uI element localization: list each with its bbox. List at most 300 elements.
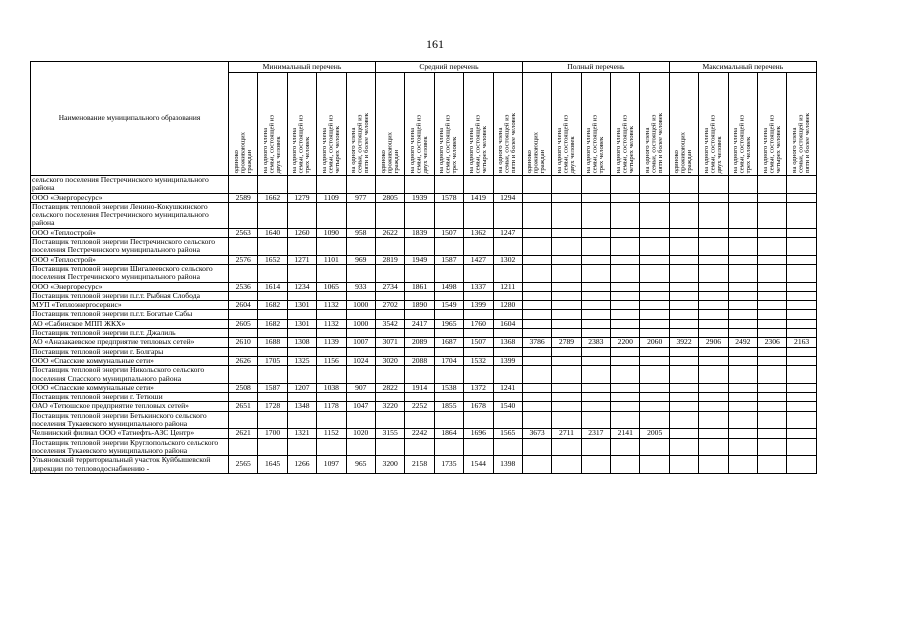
value-cell (669, 301, 698, 310)
value-cell (699, 238, 728, 256)
value-cell (758, 402, 787, 411)
value-cell: 2242 (405, 429, 434, 438)
value-cell (611, 310, 640, 319)
value-cell: 1047 (346, 402, 375, 411)
value-cell (728, 291, 757, 300)
value-cell: 2508 (229, 383, 258, 392)
value-cell (699, 176, 728, 194)
value-cell (728, 411, 757, 429)
table-row (31, 402, 817, 411)
supplier-name: ООО «Спасские коммунальные сети» (31, 383, 229, 392)
value-cell (493, 176, 522, 194)
value-cell (464, 310, 493, 319)
supplier-heading: Поставщик тепловой энергии Ленино-Кокушкинского сельского поселения Пестречинского муниципального района (31, 202, 229, 228)
value-cell: 3922 (669, 338, 698, 347)
value-cell (493, 310, 522, 319)
value-cell (317, 176, 346, 194)
value-cell (258, 438, 287, 456)
section-row (31, 202, 817, 228)
value-cell (405, 202, 434, 228)
value-cell (787, 301, 816, 310)
value-cell (464, 366, 493, 384)
value-cell (552, 228, 581, 237)
value-cell (728, 202, 757, 228)
value-cell: 1682 (258, 319, 287, 328)
value-cell (728, 393, 757, 402)
value-cell (346, 438, 375, 456)
value-cell (787, 264, 816, 282)
value-cell (258, 411, 287, 429)
value-cell (493, 438, 522, 456)
value-cell (317, 411, 346, 429)
value-cell: 1540 (493, 402, 522, 411)
value-cell (758, 383, 787, 392)
value-cell (699, 356, 728, 365)
value-cell: 2306 (758, 338, 787, 347)
value-cell: 2621 (229, 429, 258, 438)
value-cell (405, 310, 434, 319)
value-cell: 3542 (375, 319, 404, 328)
value-cell (787, 319, 816, 328)
supplier-name: ООО «Спасские коммунальные сети» (31, 356, 229, 365)
value-cell (229, 176, 258, 194)
value-cell (375, 438, 404, 456)
value-cell (699, 255, 728, 264)
value-cell: 1760 (464, 319, 493, 328)
value-cell (611, 228, 640, 237)
value-cell (640, 366, 669, 384)
sub-column-header (375, 73, 404, 176)
sub-column-header (669, 73, 698, 176)
value-cell (758, 238, 787, 256)
value-cell (640, 347, 669, 356)
value-cell: 933 (346, 282, 375, 291)
supplier-heading: сельского поселения Пестречинского муниципального района (31, 176, 229, 194)
value-cell (728, 456, 757, 474)
value-cell (522, 438, 551, 456)
value-cell (728, 255, 757, 264)
value-cell (787, 383, 816, 392)
value-cell (522, 411, 551, 429)
value-cell: 1139 (317, 338, 346, 347)
value-cell (552, 202, 581, 228)
value-cell: 3020 (375, 356, 404, 365)
value-cell: 2576 (229, 255, 258, 264)
value-cell: 1578 (434, 193, 463, 202)
value-cell (375, 176, 404, 194)
value-cell (522, 176, 551, 194)
supplier-heading: Поставщик тепловой энергии г. Тетюши (31, 393, 229, 402)
value-cell (522, 255, 551, 264)
supplier-name: АО «Аназакаевское предприятие тепловых сетей» (31, 338, 229, 347)
value-cell (787, 193, 816, 202)
value-cell (552, 456, 581, 474)
value-cell (258, 366, 287, 384)
value-cell (758, 366, 787, 384)
value-cell (229, 438, 258, 456)
value-cell (581, 291, 610, 300)
value-cell (787, 393, 816, 402)
supplier-name: ООО «Энергоресурс» (31, 282, 229, 291)
value-cell: 1362 (464, 228, 493, 237)
value-cell (758, 255, 787, 264)
value-cell (669, 264, 698, 282)
value-cell: 1024 (346, 356, 375, 365)
value-cell: 2734 (375, 282, 404, 291)
value-cell (611, 456, 640, 474)
value-cell: 1301 (287, 301, 316, 310)
value-cell (346, 202, 375, 228)
section-row (31, 264, 817, 282)
value-cell (669, 429, 698, 438)
sub-column-header-text: на одного члена семьи, состоящей из пяти и более человек (350, 112, 370, 173)
value-cell (581, 193, 610, 202)
table-row (31, 429, 817, 438)
value-cell (581, 356, 610, 365)
value-cell: 1614 (258, 282, 287, 291)
value-cell: 1696 (464, 429, 493, 438)
value-cell (434, 202, 463, 228)
sub-column-header (552, 73, 581, 176)
value-cell: 3200 (375, 456, 404, 474)
value-cell (522, 402, 551, 411)
value-cell (728, 228, 757, 237)
value-cell (669, 456, 698, 474)
value-cell (346, 264, 375, 282)
value-cell: 1020 (346, 429, 375, 438)
value-cell: 2088 (405, 356, 434, 365)
value-cell (552, 193, 581, 202)
value-cell (758, 193, 787, 202)
value-cell (493, 238, 522, 256)
value-cell (522, 228, 551, 237)
value-cell: 2563 (229, 228, 258, 237)
value-cell (611, 393, 640, 402)
value-cell: 1705 (258, 356, 287, 365)
value-cell: 3220 (375, 402, 404, 411)
value-cell (728, 193, 757, 202)
value-cell (728, 383, 757, 392)
value-cell: 2604 (229, 301, 258, 310)
value-cell (552, 319, 581, 328)
value-cell (758, 393, 787, 402)
value-cell (699, 193, 728, 202)
sub-column-header (317, 73, 346, 176)
sub-column-header (493, 73, 522, 176)
value-cell (493, 264, 522, 282)
value-cell (669, 411, 698, 429)
value-cell: 1097 (317, 456, 346, 474)
value-cell (787, 438, 816, 456)
value-cell (552, 402, 581, 411)
value-cell (758, 291, 787, 300)
value-cell: 1241 (493, 383, 522, 392)
value-cell: 2589 (229, 193, 258, 202)
value-cell: 2141 (611, 429, 640, 438)
value-cell (758, 356, 787, 365)
value-cell (699, 291, 728, 300)
value-cell: 1855 (434, 402, 463, 411)
value-cell (581, 402, 610, 411)
value-cell (287, 366, 316, 384)
supplier-name: ОАО «Тетюшское предприятие тепловых сетей» (31, 402, 229, 411)
value-cell (434, 310, 463, 319)
value-cell (669, 282, 698, 291)
value-cell (669, 356, 698, 365)
value-cell: 1704 (434, 356, 463, 365)
value-cell (611, 383, 640, 392)
value-cell: 1864 (434, 429, 463, 438)
value-cell (464, 411, 493, 429)
value-cell: 1587 (258, 383, 287, 392)
value-cell (405, 238, 434, 256)
value-cell: 2711 (552, 429, 581, 438)
value-cell: 1587 (434, 255, 463, 264)
supplier-heading: Поставщик тепловой энергии г. Болгары (31, 347, 229, 356)
value-cell: 2565 (229, 456, 258, 474)
value-cell (640, 291, 669, 300)
value-cell: 3673 (522, 429, 551, 438)
value-cell (640, 393, 669, 402)
value-cell (640, 402, 669, 411)
value-cell (522, 193, 551, 202)
value-cell (552, 366, 581, 384)
value-cell (669, 193, 698, 202)
value-cell (611, 255, 640, 264)
value-cell (581, 310, 610, 319)
supplier-name: ООО «Теплострой» (31, 255, 229, 264)
value-cell (640, 238, 669, 256)
value-cell (375, 366, 404, 384)
value-cell (611, 176, 640, 194)
value-cell (787, 429, 816, 438)
value-cell (229, 310, 258, 319)
value-cell (229, 238, 258, 256)
section-row (31, 438, 817, 456)
value-cell: 1427 (464, 255, 493, 264)
value-cell: 2610 (229, 338, 258, 347)
supplier-name: МУП «Теплоэнергосервис» (31, 301, 229, 310)
tariff-table (30, 61, 817, 474)
value-cell (229, 202, 258, 228)
value-cell (552, 255, 581, 264)
value-cell (699, 202, 728, 228)
value-cell (640, 383, 669, 392)
value-cell (640, 228, 669, 237)
value-cell: 1038 (317, 383, 346, 392)
value-cell (640, 411, 669, 429)
value-cell (581, 456, 610, 474)
page-number: 161 (426, 37, 444, 51)
value-cell (287, 202, 316, 228)
value-cell (611, 291, 640, 300)
value-cell (611, 411, 640, 429)
sub-column-header (581, 73, 610, 176)
value-cell (552, 264, 581, 282)
sub-column-header-text: на одного члена семьи, состоящей из пяти и более человек (644, 112, 664, 173)
value-cell: 1682 (258, 301, 287, 310)
value-cell: 1294 (493, 193, 522, 202)
value-cell: 1280 (493, 301, 522, 310)
value-cell: 1544 (464, 456, 493, 474)
section-row (31, 176, 817, 194)
value-cell (640, 438, 669, 456)
value-cell (699, 411, 728, 429)
value-cell: 2492 (728, 338, 757, 347)
value-cell (728, 301, 757, 310)
value-cell (611, 202, 640, 228)
value-cell (787, 456, 816, 474)
value-cell (728, 402, 757, 411)
supplier-heading: Поставщик тепловой энергии Бетькинского сельского поселения Тукаевского муниципального района (31, 411, 229, 429)
value-cell (611, 347, 640, 356)
sub-column-header (522, 73, 551, 176)
value-cell: 1949 (405, 255, 434, 264)
value-cell: 1368 (493, 338, 522, 347)
value-cell (728, 238, 757, 256)
value-cell (611, 402, 640, 411)
value-cell: 2651 (229, 402, 258, 411)
value-cell (522, 202, 551, 228)
value-cell: 1688 (258, 338, 287, 347)
supplier-name: АО «Сабинское МПП ЖКХ» (31, 319, 229, 328)
value-cell: 1337 (464, 282, 493, 291)
value-cell (434, 411, 463, 429)
sub-column-header-text: на одного члена семьи, состоящей из пяти и более человек (791, 112, 811, 173)
value-cell (434, 176, 463, 194)
value-cell (317, 202, 346, 228)
value-cell (640, 202, 669, 228)
value-cell (581, 202, 610, 228)
value-cell (317, 366, 346, 384)
value-cell (434, 438, 463, 456)
value-cell: 1662 (258, 193, 287, 202)
sub-column-header (699, 73, 728, 176)
value-cell (229, 366, 258, 384)
value-cell (699, 393, 728, 402)
value-cell (640, 310, 669, 319)
value-cell: 1101 (317, 255, 346, 264)
value-cell (434, 366, 463, 384)
value-cell: 1399 (464, 301, 493, 310)
value-cell (464, 438, 493, 456)
value-cell (669, 438, 698, 456)
sub-column-header-text: на одного члена семьи, состоящей из двух человек (702, 114, 723, 173)
value-cell: 1939 (405, 193, 434, 202)
value-cell: 1211 (493, 282, 522, 291)
value-cell (611, 301, 640, 310)
section-row (31, 411, 817, 429)
value-cell (581, 383, 610, 392)
value-cell: 1507 (464, 338, 493, 347)
value-cell (552, 438, 581, 456)
value-cell (346, 238, 375, 256)
value-cell (787, 255, 816, 264)
value-cell (405, 366, 434, 384)
supplier-name: ООО «Теплострой» (31, 228, 229, 237)
value-cell (669, 238, 698, 256)
value-cell (787, 411, 816, 429)
value-cell (728, 282, 757, 291)
sub-column-header (405, 73, 434, 176)
value-cell (669, 366, 698, 384)
value-cell: 2605 (229, 319, 258, 328)
value-cell: 1301 (287, 319, 316, 328)
value-cell (787, 282, 816, 291)
value-cell (787, 356, 816, 365)
value-cell: 1348 (287, 402, 316, 411)
value-cell: 1645 (258, 456, 287, 474)
value-cell: 1565 (493, 429, 522, 438)
value-cell: 2089 (405, 338, 434, 347)
value-cell (699, 456, 728, 474)
sub-column-header (728, 73, 757, 176)
value-cell (728, 347, 757, 356)
value-cell (611, 193, 640, 202)
value-cell (728, 356, 757, 365)
value-cell (640, 264, 669, 282)
value-cell: 2163 (787, 338, 816, 347)
sub-column-header-text: на одного члена семьи, состоящей из четырех человек (614, 114, 635, 173)
value-cell: 1279 (287, 193, 316, 202)
group-header: Полный перечень (522, 62, 669, 73)
value-cell: 1260 (287, 228, 316, 237)
value-cell (581, 176, 610, 194)
value-cell (346, 366, 375, 384)
value-cell (287, 411, 316, 429)
value-cell (493, 366, 522, 384)
value-cell (229, 411, 258, 429)
value-cell: 1090 (317, 228, 346, 237)
value-cell (522, 356, 551, 365)
value-cell: 1652 (258, 255, 287, 264)
value-cell (611, 438, 640, 456)
value-cell (258, 264, 287, 282)
value-cell (669, 393, 698, 402)
value-cell (287, 238, 316, 256)
sub-column-header-text: одиноко проживающих граждан (526, 131, 547, 173)
group-header: Минимальный перечень (229, 62, 376, 73)
value-cell (552, 238, 581, 256)
value-cell: 958 (346, 228, 375, 237)
value-cell (669, 291, 698, 300)
sub-column-header-text: на одного члена семьи, состоящей из четырех человек (467, 114, 488, 173)
value-cell: 2622 (375, 228, 404, 237)
value-cell (317, 264, 346, 282)
value-cell (758, 319, 787, 328)
value-cell (640, 193, 669, 202)
value-cell (405, 264, 434, 282)
value-cell: 1325 (287, 356, 316, 365)
sub-column-header (640, 73, 669, 176)
value-cell (258, 176, 287, 194)
value-cell: 1678 (464, 402, 493, 411)
value-cell: 2252 (405, 402, 434, 411)
value-cell (758, 228, 787, 237)
value-cell (581, 282, 610, 291)
sub-column-header-text: на одного члена семьи, состоящей из трех человек (585, 114, 606, 173)
value-cell (581, 366, 610, 384)
value-cell (640, 255, 669, 264)
value-cell (522, 456, 551, 474)
section-row (31, 238, 817, 256)
table-row (31, 282, 817, 291)
supplier-heading: Поставщик тепловой энергии Круглопольского сельского поселения Тукаевского муниципального района (31, 438, 229, 456)
sub-column-header-text: одиноко проживающих граждан (673, 131, 694, 173)
table-row (31, 338, 817, 347)
value-cell: 2822 (375, 383, 404, 392)
table-row (31, 193, 817, 202)
